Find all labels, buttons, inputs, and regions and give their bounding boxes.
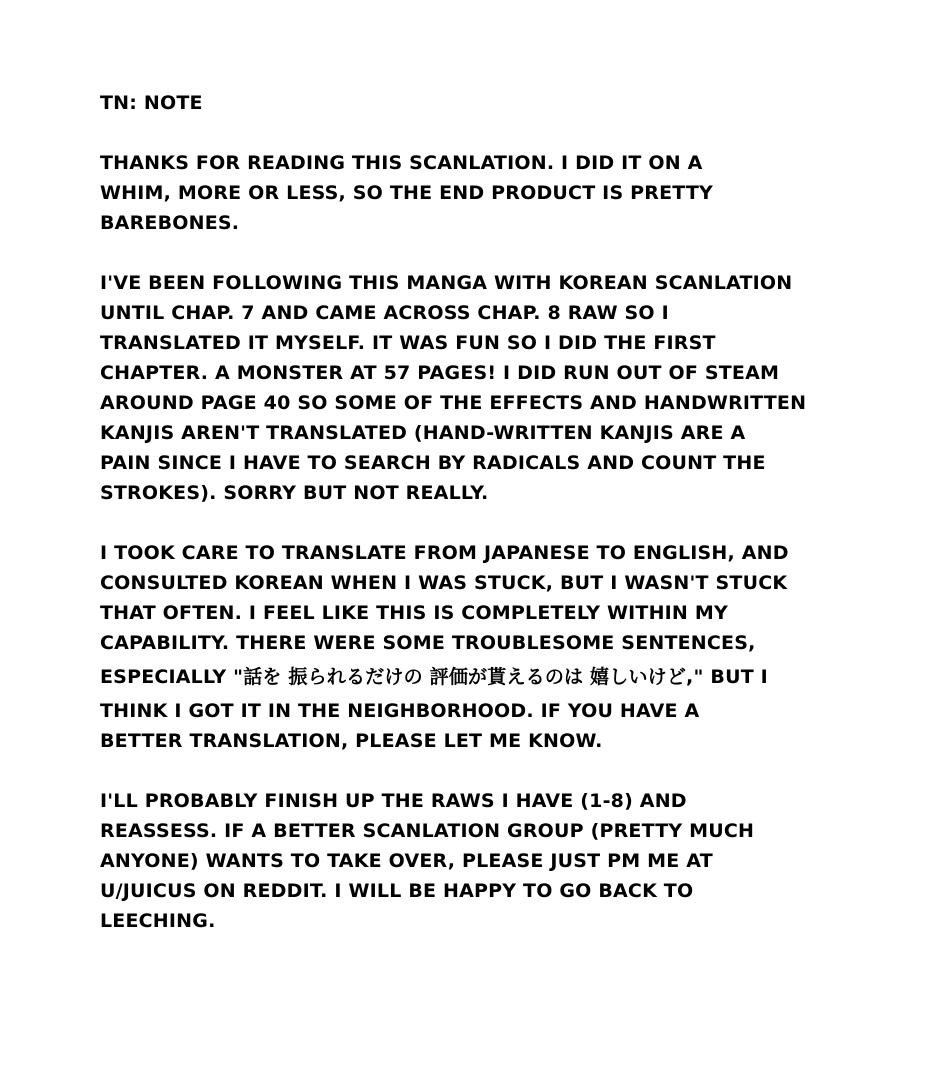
note-line: TRANSLATED IT MYSELF. IT WAS FUN SO I DID THE FIRST xyxy=(100,332,716,354)
note-line-japanese-quote: ESPECIALLY "話を 振られるだけの 評価が貰えるのは 嬉しいけど," BUT I xyxy=(100,666,768,688)
note-paragraph-3 xyxy=(100,538,860,756)
note-line: U/JUICUS ON REDDIT. I WILL BE HAPPY TO GO BACK TO xyxy=(100,880,694,902)
note-line: WHIM, MORE OR LESS, SO THE END PRODUCT IS PRETTY xyxy=(100,182,713,204)
note-line: UNTIL CHAP. 7 AND CAME ACROSS CHAP. 8 RAW SO I xyxy=(100,302,669,324)
note-line: PAIN SINCE I HAVE TO SEARCH BY RADICALS AND COUNT THE xyxy=(100,452,766,474)
note-line: STROKES). SORRY BUT NOT REALLY. xyxy=(100,482,489,504)
note-line: I'LL PROBABLY FINISH UP THE RAWS I HAVE (1-8) AND xyxy=(100,790,687,812)
note-line: BETTER TRANSLATION, PLEASE LET ME KNOW. xyxy=(100,730,603,752)
note-line: BAREBONES. xyxy=(100,212,240,234)
note-line: I TOOK CARE TO TRANSLATE FROM JAPANESE TO ENGLISH, AND xyxy=(100,542,789,564)
note-paragraph-2 xyxy=(100,268,860,508)
note-title: TN: NOTE xyxy=(100,92,203,114)
note-line: I'VE BEEN FOLLOWING THIS MANGA WITH KOREAN SCANLATION xyxy=(100,272,793,294)
note-line: THANKS FOR READING THIS SCANLATION. I DID IT ON A xyxy=(100,152,703,174)
note-line: CHAPTER. A MONSTER AT 57 PAGES! I DID RUN OUT OF STEAM xyxy=(100,362,780,384)
note-line: CONSULTED KOREAN WHEN I WAS STUCK, BUT I WASN'T STUCK xyxy=(100,572,788,594)
note-line: THAT OFTEN. I FEEL LIKE THIS IS COMPLETELY WITHIN MY xyxy=(100,602,728,624)
note-line: CAPABILITY. THERE WERE SOME TROUBLESOME SENTENCES, xyxy=(100,632,756,654)
note-line: LEECHING. xyxy=(100,910,216,932)
note-line: ANYONE) WANTS TO TAKE OVER, PLEASE JUST PM ME AT xyxy=(100,850,713,872)
note-paragraph-4 xyxy=(100,786,860,936)
note-line: THINK I GOT IT IN THE NEIGHBORHOOD. IF YOU HAVE A xyxy=(100,700,700,722)
note-line: AROUND PAGE 40 SO SOME OF THE EFFECTS AND HANDWRITTEN xyxy=(100,392,807,414)
translator-note xyxy=(100,88,860,936)
note-paragraph-1 xyxy=(100,148,860,238)
note-line: KANJIS AREN'T TRANSLATED (HAND-WRITTEN KANJIS ARE A xyxy=(100,422,746,444)
note-line: REASSESS. IF A BETTER SCANLATION GROUP (PRETTY MUCH xyxy=(100,820,755,842)
